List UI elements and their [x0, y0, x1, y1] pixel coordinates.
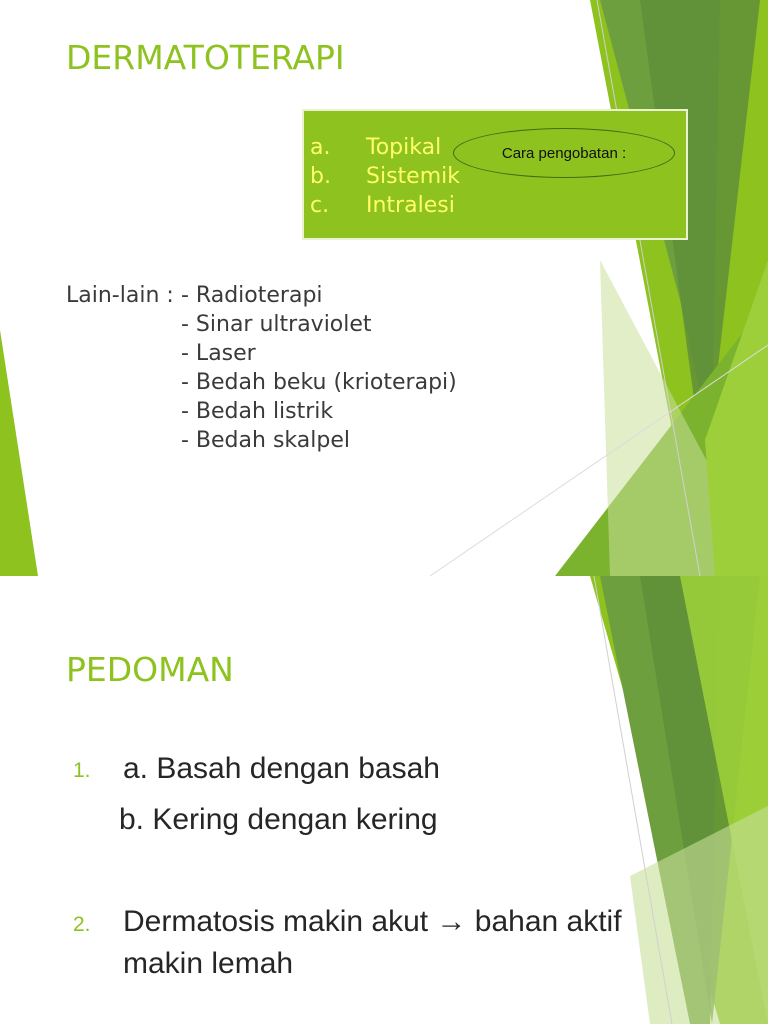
treatment-methods-box — [302, 109, 688, 240]
list-item: - Radioterapi — [181, 283, 323, 308]
list-item — [310, 162, 460, 191]
list-marker: c. — [310, 193, 330, 218]
list-item: - Sinar ultraviolet — [181, 312, 372, 337]
list-item: - Laser — [181, 341, 256, 366]
other-treatments-label: Lain-lain : — [66, 283, 174, 308]
list-item: - Bedah skalpel — [181, 428, 350, 453]
list-item: a. Basah dengan basah — [123, 752, 440, 785]
list-item: - Bedah beku (krioterapi) — [181, 370, 457, 395]
page-title: DERMATOTERAPI — [66, 38, 345, 77]
slide-pedoman — [0, 576, 768, 1024]
list-marker: a. — [310, 135, 331, 160]
list-item-label: Sistemik — [366, 164, 460, 189]
list-item: makin lemah — [123, 947, 294, 980]
treatment-method-callout: Cara pengobatan : — [453, 128, 675, 178]
list-item — [310, 133, 441, 162]
list-item: Dermatosis makin akut → bahan aktif — [123, 905, 622, 938]
list-marker: b. — [310, 164, 331, 189]
list-item: b. Kering dengan kering — [119, 803, 438, 836]
list-item-label: Intralesi — [366, 193, 455, 218]
slide-decoration — [0, 576, 768, 1024]
list-item-label: Topikal — [366, 135, 442, 160]
list-item: - Bedah listrik — [181, 399, 334, 424]
list-number: 1. — [73, 759, 91, 782]
page-title: PEDOMAN — [66, 650, 234, 689]
list-item — [310, 191, 455, 220]
list-number: 2. — [73, 913, 91, 936]
